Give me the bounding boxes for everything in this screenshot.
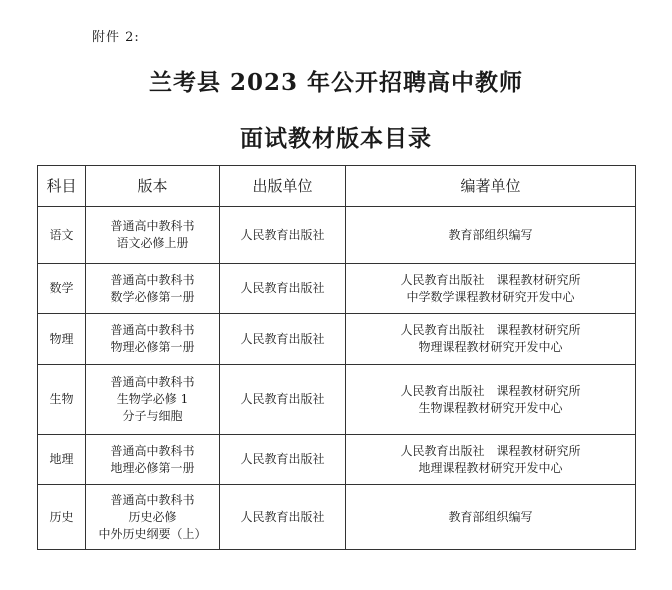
publisher-cell: 人民教育出版社: [220, 314, 346, 365]
subject-cell: 物理: [38, 314, 86, 365]
table-body: [38, 207, 636, 550]
compiler-line: 人民教育出版社 课程教材研究所: [400, 323, 581, 337]
edition-line: 普通高中教科书: [110, 323, 195, 337]
edition-line: 数学必修第一册: [110, 289, 195, 304]
compiler-cell: [346, 314, 636, 365]
edition-line: 分子与细胞: [122, 409, 183, 423]
document-subtitle: 面试教材版本目录: [240, 125, 432, 152]
edition-line: 中外历史纲要（上）: [98, 526, 207, 541]
edition-line: 生物学必修 1: [116, 392, 189, 406]
compiler-line: 中学数学课程教材研究开发中心: [406, 289, 575, 304]
document-title: 兰考县 2023 年公开招聘高中教师: [148, 69, 524, 96]
compiler-cell: [346, 365, 636, 435]
edition-cell: [86, 485, 220, 550]
table-row: [38, 485, 636, 550]
compiler-cell: [346, 207, 636, 264]
attachment-label: 附件 2:: [92, 30, 140, 45]
table-row: [38, 365, 636, 435]
subject-cell: 地理: [38, 435, 86, 485]
edition-line: 普通高中教科书: [110, 375, 195, 389]
subject-cell: 历史: [38, 485, 86, 550]
publisher-cell: 人民教育出版社: [220, 365, 346, 435]
table-row: [38, 264, 636, 314]
publisher-cell: 人民教育出版社: [220, 207, 346, 264]
compiler-cell: [346, 264, 636, 314]
publisher-cell: 人民教育出版社: [220, 485, 346, 550]
table-row: [38, 435, 636, 485]
compiler-line: 教育部组织编写: [448, 227, 533, 242]
publisher-cell: 人民教育出版社: [220, 435, 346, 485]
edition-line: 普通高中教科书: [110, 443, 195, 458]
header-edition: 版本: [86, 166, 220, 207]
edition-line: 普通高中教科书: [110, 272, 195, 287]
edition-cell: [86, 365, 220, 435]
edition-line: 语文必修上册: [116, 236, 189, 250]
edition-cell: [86, 314, 220, 365]
textbook-table: [37, 165, 636, 550]
compiler-line: 教育部组织编写: [448, 509, 533, 524]
subject-cell: 数学: [38, 264, 86, 314]
edition-cell: [86, 207, 220, 264]
edition-cell: [86, 264, 220, 314]
compiler-line: 人民教育出版社 课程教材研究所: [400, 272, 581, 287]
table-header-row: [38, 166, 636, 207]
header-compiler: 编著单位: [346, 166, 636, 207]
edition-line: 地理必修第一册: [110, 460, 195, 475]
compiler-line: 人民教育出版社 课程教材研究所: [400, 383, 581, 398]
table-row: [38, 314, 636, 365]
header-publisher: 出版单位: [220, 166, 346, 207]
edition-line: 普通高中教科书: [110, 492, 195, 507]
compiler-line: 生物课程教材研究开发中心: [418, 400, 563, 415]
publisher-cell: 人民教育出版社: [220, 264, 346, 314]
compiler-line: 物理课程教材研究开发中心: [418, 340, 563, 354]
subject-cell: 语文: [38, 207, 86, 264]
table-row: [38, 207, 636, 264]
edition-cell: [86, 435, 220, 485]
compiler-line: 人民教育出版社 课程教材研究所: [400, 443, 581, 458]
header-subject: 科目: [38, 166, 86, 207]
edition-line: 历史必修: [128, 509, 177, 524]
compiler-cell: [346, 435, 636, 485]
edition-line: 普通高中教科书: [110, 219, 195, 233]
compiler-line: 地理课程教材研究开发中心: [418, 460, 563, 475]
subject-cell: 生物: [38, 365, 86, 435]
edition-line: 物理必修第一册: [110, 340, 195, 354]
compiler-cell: [346, 485, 636, 550]
